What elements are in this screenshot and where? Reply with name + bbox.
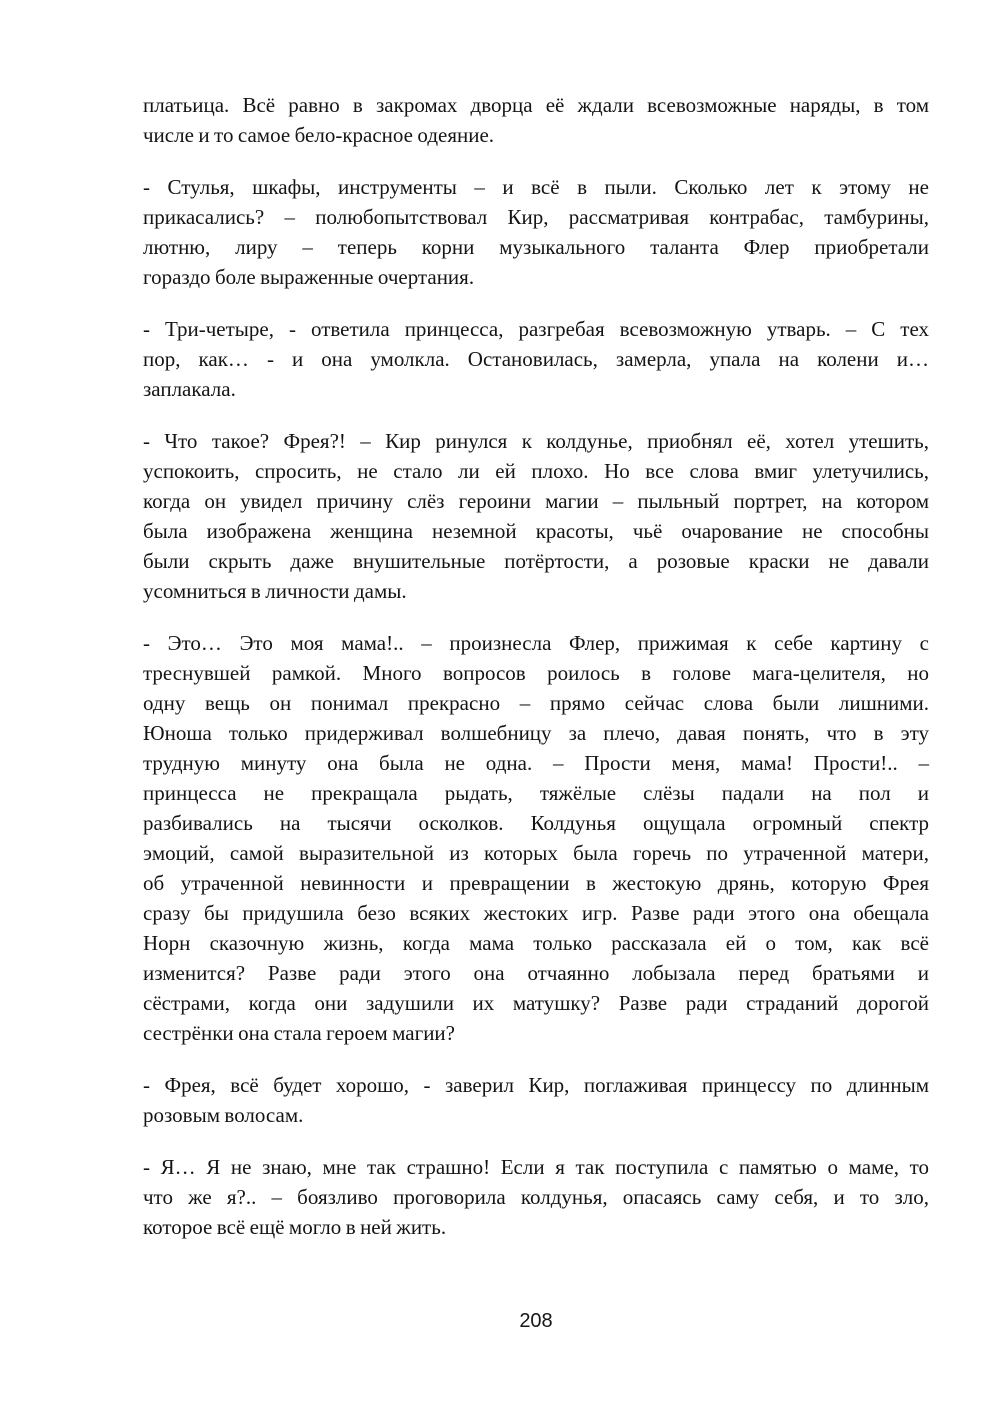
text-line: лютню, лиру – теперь корни музыкального таланта Флер приобретали: [143, 235, 929, 259]
text-line: что же я?.. – боязливо проговорила колдунья, опасаясь саму себя, и то зло,: [143, 1185, 929, 1209]
paragraph: [143, 314, 929, 404]
page-text: [143, 90, 929, 1242]
text-line: трудную минуту она была не одна. – Прости меня, мама! Прости!.. –: [143, 751, 929, 775]
text-line: Юноша только придерживал волшебницу за плечо, давая понять, что в эту: [143, 721, 929, 745]
text-line: треснувшей рамкой. Много вопросов роилось в голове мага-целителя, но: [143, 661, 929, 685]
text-line: Норн сказочную жизнь, когда мама только рассказала ей о том, как всё: [143, 931, 929, 955]
text-line: разбивались на тысячи осколков. Колдунья ощущала огромный спектр: [143, 811, 929, 835]
text-line: успокоить, спросить, не стало ли ей плохо. Но все слова вмиг улетучились,: [143, 459, 929, 483]
text-line: - Это… Это моя мама!.. – произнесла Флер, прижимая к себе картину с: [143, 631, 929, 655]
page-number: 208: [519, 1310, 553, 1332]
text-line: пор, как… - и она умолкла. Остановилась, замерла, упала на колени и…: [143, 347, 929, 371]
text-line: когда он увидел причину слёз героини магии – пыльный портрет, на котором: [143, 489, 929, 513]
text-line: платьица. Всё равно в закромах дворца её ждали всевозможные наряды, в том: [143, 93, 929, 117]
text-line: - Стулья, шкафы, инструменты – и всё в пыли. Сколько лет к этому не: [143, 175, 929, 199]
text-line: - Три-четыре, - ответила принцесса, разгребая всевозможную утварь. – С тех: [143, 317, 929, 341]
text-line: об утраченной невинности и превращении в жестокую дрянь, которую Фрея: [143, 871, 929, 895]
text-line: одну вещь он понимал прекрасно – прямо сейчас слова были лишними.: [143, 691, 929, 715]
text-line: - Фрея, всё будет хорошо, - заверил Кир, поглаживая принцессу по длинным: [143, 1073, 929, 1097]
text-line: - Я… Я не знаю, мне так страшно! Если я так поступила с памятью о маме, то: [143, 1155, 929, 1179]
paragraph: [143, 1152, 929, 1242]
text-line: были скрыть даже внушительные потёртости, а розовые краски не давали: [143, 549, 929, 573]
text-line: усомниться в личности дамы.: [143, 579, 407, 603]
text-line: эмоций, самой выразительной из которых была горечь по утраченной матери,: [143, 841, 929, 865]
text-line: сестрёнки она стала героем магии?: [143, 1021, 455, 1045]
text-line: числе и то самое бело-красное одеяние.: [143, 123, 495, 147]
text-line: которое всё ещё могло в ней жить.: [143, 1215, 447, 1239]
text-line: заплакала.: [143, 377, 236, 401]
paragraph: [143, 172, 929, 292]
paragraph: [143, 1070, 929, 1130]
text-line: принцесса не прекращала рыдать, тяжёлые слёзы падали на пол и: [143, 781, 929, 805]
text-line: прикасались? – полюбопытствовал Кир, рассматривая контрабас, тамбурины,: [143, 205, 929, 229]
text-line: сразу бы придушила безо всяких жестоких игр. Разве ради этого она обещала: [143, 901, 929, 925]
text-line: изменится? Разве ради этого она отчаянно лобызала перед братьями и: [143, 961, 929, 985]
text-line: гораздо боле выраженные очертания.: [143, 265, 475, 289]
text-line: - Что такое? Фрея?! – Кир ринулся к колдунье, приобнял её, хотел утешить,: [143, 429, 929, 453]
text-line: розовым волосам.: [143, 1103, 304, 1127]
paragraph: [143, 90, 929, 150]
paragraph: [143, 426, 929, 606]
paragraph: [143, 628, 929, 1048]
text-line: сёстрами, когда они задушили их матушку? Разве ради страданий дорогой: [143, 991, 929, 1015]
text-line: была изображена женщина неземной красоты, чьё очарование не способны: [143, 519, 929, 543]
